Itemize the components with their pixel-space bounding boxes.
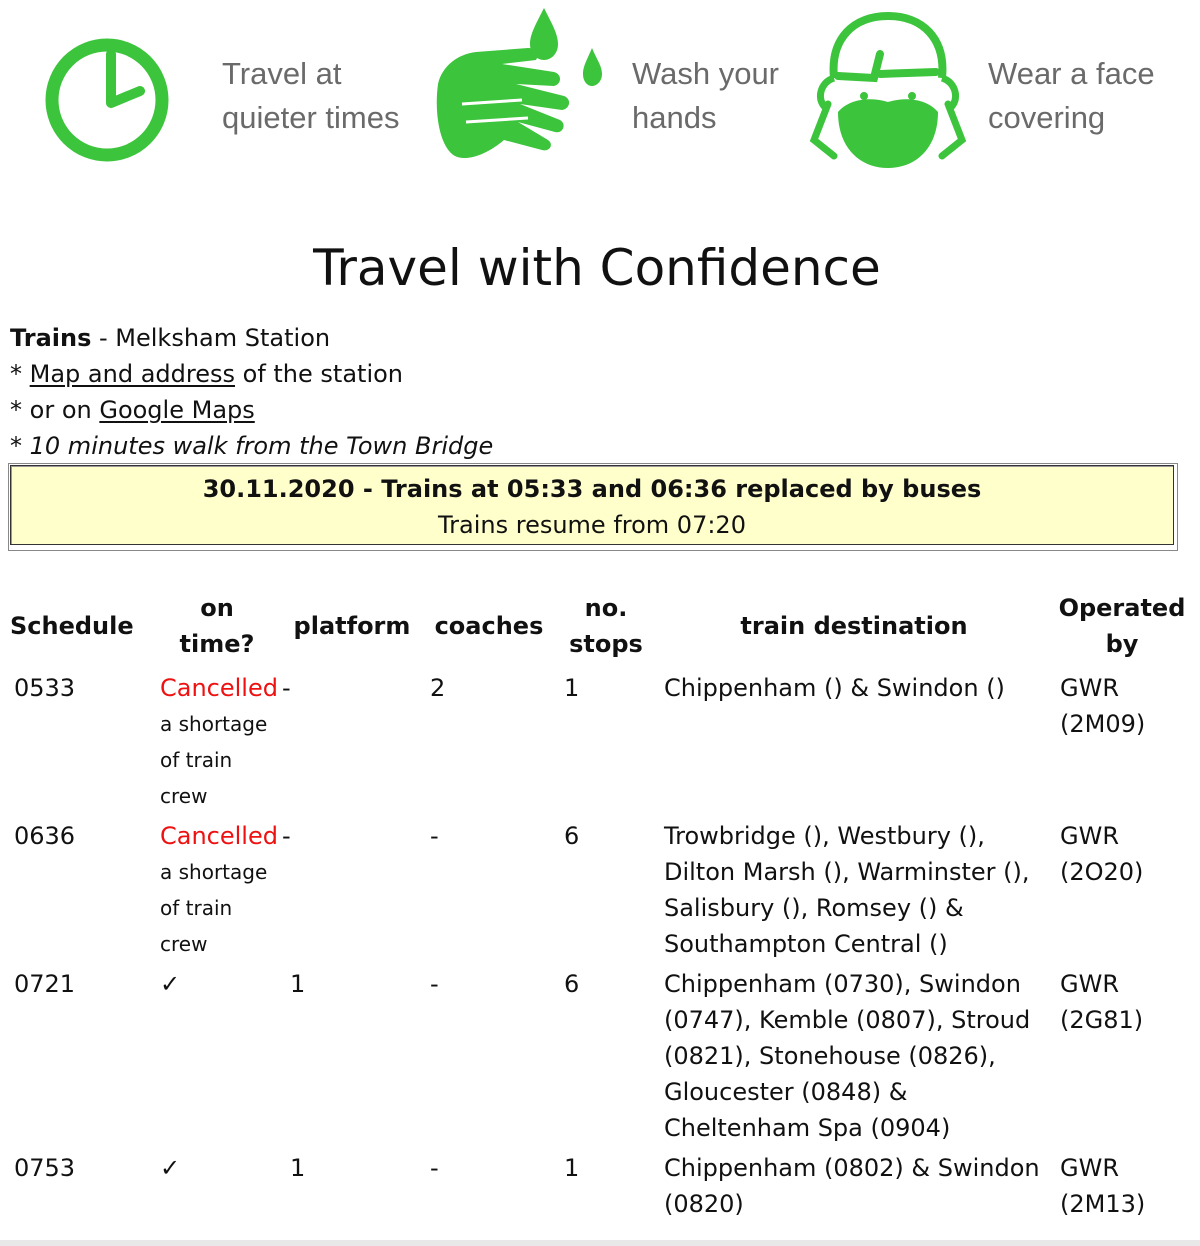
table-row <box>6 818 1192 966</box>
coaches-cell: - <box>429 822 439 850</box>
banner-text-mask: Wear a face covering <box>988 56 1155 135</box>
cancel-reason: a shortage of train crew <box>160 860 268 956</box>
schedule-cell: 0753 <box>14 1154 76 1182</box>
stops-cell: 6 <box>563 970 580 998</box>
header-coaches: coaches <box>434 612 544 640</box>
platform-cell: 1 <box>289 1154 306 1182</box>
station-name: - Melksham Station <box>91 324 331 352</box>
status-cell <box>152 670 282 818</box>
header-platform: platform <box>293 612 411 640</box>
banner-text-wash: Wash your hands <box>632 56 780 135</box>
operator-cell: GWR (2M09) <box>1059 674 1146 738</box>
platform-cell: - <box>281 822 291 850</box>
operator-cell: GWR (2M13) <box>1059 1154 1146 1218</box>
walk-text: 10 minutes walk from the Town Bridge <box>29 432 494 460</box>
page-title: Travel with Confidence <box>313 239 881 297</box>
service-notice <box>10 465 1174 545</box>
status-on-time-check-icon: ✓ <box>160 970 181 998</box>
schedule-cell: 0721 <box>14 970 76 998</box>
schedule-cell: 0533 <box>14 674 76 702</box>
coaches-cell: 2 <box>429 674 446 702</box>
platform-cell: - <box>281 674 291 702</box>
bullet: * <box>10 360 30 388</box>
stops-cell: 1 <box>563 1154 580 1182</box>
header-on-time: on time? <box>179 594 255 658</box>
clock-icon <box>44 37 170 163</box>
header-operated-by: Operated by <box>1058 594 1186 658</box>
train-timetable <box>6 590 1192 1226</box>
table-row <box>6 966 1192 1150</box>
schedule-cell: 0636 <box>14 822 76 850</box>
google-line <box>10 392 493 428</box>
hand-washing-icon <box>432 4 612 174</box>
map-address-link[interactable]: Map and address <box>29 360 235 388</box>
cancel-reason: a shortage of train crew <box>160 712 268 808</box>
operator-cell: GWR (2O20) <box>1059 822 1144 886</box>
destination-cell: Chippenham (0802) & Swindon (0820) <box>663 1154 1040 1218</box>
header-schedule: Schedule <box>10 612 134 640</box>
table-row <box>6 1150 1192 1226</box>
map-suffix: of the station <box>235 360 403 388</box>
stops-cell: 6 <box>563 822 580 850</box>
coaches-cell: - <box>429 970 439 998</box>
platform-cell: 1 <box>289 970 306 998</box>
bottom-scroll-edge <box>0 1240 1200 1246</box>
station-line <box>10 320 493 356</box>
or-on-text: or on <box>29 396 100 424</box>
destination-cell: Chippenham () & Swindon () <box>663 674 1005 702</box>
map-line <box>10 356 493 392</box>
notice-subline: Trains resume from 07:20 <box>438 511 746 539</box>
status-cancelled: Cancelled <box>160 674 278 702</box>
bullet: * <box>10 432 30 460</box>
status-on-time-check-icon: ✓ <box>160 1154 181 1182</box>
destination-cell: Trowbridge (), Westbury (), Dilton Marsh (), Warminster (), Salisbury (), Romsey () & Southampton Central () <box>663 822 1030 958</box>
header-destination: train destination <box>740 612 968 640</box>
trains-label: Trains <box>10 324 92 352</box>
notice-headline: 30.11.2020 - Trains at 05:33 and 06:36 replaced by buses <box>202 475 982 503</box>
status-cell <box>152 818 282 966</box>
safety-banner <box>0 0 1200 190</box>
destination-cell: Chippenham (0730), Swindon (0747), Kemble (0807), Stroud (0821), Stonehouse (0826), Gloucester (0848) & Cheltenham Spa (0904) <box>663 970 1031 1142</box>
station-info <box>10 320 493 464</box>
header-stops: no. stops <box>569 594 643 658</box>
google-maps-link[interactable]: Google Maps <box>99 396 255 424</box>
table-row <box>6 670 1192 818</box>
stops-cell: 1 <box>563 674 580 702</box>
face-covering-icon <box>808 8 968 178</box>
bullet: * <box>10 396 30 424</box>
coaches-cell: - <box>429 1154 439 1182</box>
operator-cell: GWR (2G81) <box>1059 970 1144 1034</box>
status-cancelled: Cancelled <box>160 822 278 850</box>
banner-text-travel: Travel at quieter times <box>222 56 400 135</box>
walk-line <box>10 428 493 464</box>
table-header-row <box>6 590 1192 670</box>
